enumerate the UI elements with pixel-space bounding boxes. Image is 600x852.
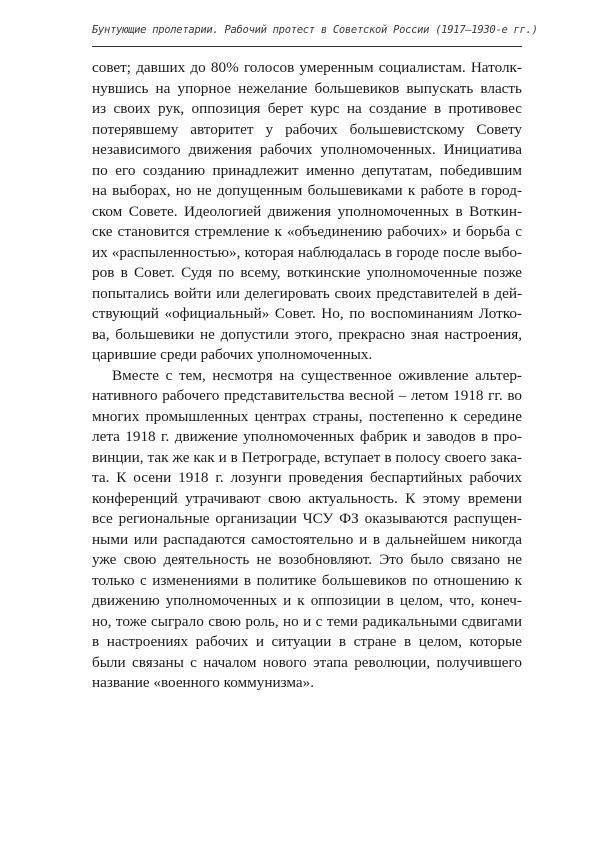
- text-line: царившие среди рабочих уполномоченных.: [92, 346, 373, 363]
- text-line: нувшись на упорное нежелание большевиков выпускать власть: [92, 79, 522, 97]
- text-line: та. К осени 1918 г. лозунги проведения беспартийных рабочих: [92, 469, 522, 486]
- text-line: все региональные организации ЧСУ ФЗ оказываются распущен-: [92, 510, 522, 527]
- paragraph-2: [92, 366, 522, 694]
- text-line: из своих рук, оппозиция берет курс на создание в противовес: [92, 100, 522, 117]
- text-line: ва, большевики не допустили этого, прекрасно зная настроения,: [92, 325, 522, 343]
- text-line: были связаны с началом нового этапа революции, получившего: [92, 653, 522, 671]
- text-line: на выборах, но не допущенным большевиками к работе в город-: [92, 182, 522, 199]
- running-header: Бунтующие пролетарии. Рабочий протест в Советской России (1917–1930-е гг.): [92, 24, 538, 36]
- body-text: [92, 58, 522, 694]
- text-line: независимого движения рабочих уполномоченных. Инициатива: [92, 141, 522, 158]
- text-line: уже свою деятельность не возобновляют. Это было связано не: [92, 551, 522, 568]
- text-line: винции, так же как и в Петрограде, вступает в полосу своего зака-: [92, 448, 522, 466]
- text-line: ров в Совет. Судя по всему, воткинские уполномоченные позже: [92, 264, 522, 281]
- text-line: лета 1918 г. движение уполномоченных фабрик и заводов в про-: [92, 428, 522, 445]
- text-line: ными или распадаются самостоятельно и в дальнейшем никогда: [92, 530, 522, 548]
- text-line: в настроениях рабочих и ситуации в стране в целом, которые: [92, 633, 522, 650]
- text-line: название «военного коммунизма».: [92, 674, 315, 691]
- paragraph-1: [92, 58, 522, 366]
- text-line: их «распыленностью», которая наблюдалась в городе после выбо-: [92, 243, 522, 261]
- text-line: потерявшему авторитет у рабочих большевистскому Совету: [92, 120, 522, 138]
- text-line: ске становится стремление к «объединению рабочих» и борьба с: [92, 223, 522, 240]
- header-rule: [92, 46, 522, 47]
- text-line: ствующий «официальный» Совет. Но, по воспоминаниям Лотко-: [92, 305, 522, 322]
- text-line: многих промышленных центрах страны, постепенно к середине: [92, 407, 522, 425]
- text-line: нативного рабочего представительства весной – летом 1918 гг. во: [92, 387, 522, 404]
- text-line: попытались войти или делегировать своих представителей в дей-: [92, 284, 522, 302]
- text-line: совет; давших до 80% голосов умеренным социалистам. Натолк-: [92, 59, 522, 76]
- text-line: конференций утрачивают свою актуальность. К этому времени: [92, 489, 522, 507]
- text-line: но, тоже сыграло свою роль, но и с теми радикальными сдвигами: [92, 612, 522, 630]
- text-line: только с изменениями в политике большевиков по отношению к: [92, 571, 522, 589]
- text-line: по его созданию принадлежит именно депутатам, победившим: [92, 161, 522, 179]
- text-line: движению уполномоченных и к оппозиции в целом, что, конеч-: [92, 592, 522, 609]
- text-line: Вместе с тем, несмотря на существенное оживление альтер-: [112, 366, 522, 384]
- text-line: ском Совете. Идеологией движения уполномоченных в Воткин-: [92, 202, 522, 220]
